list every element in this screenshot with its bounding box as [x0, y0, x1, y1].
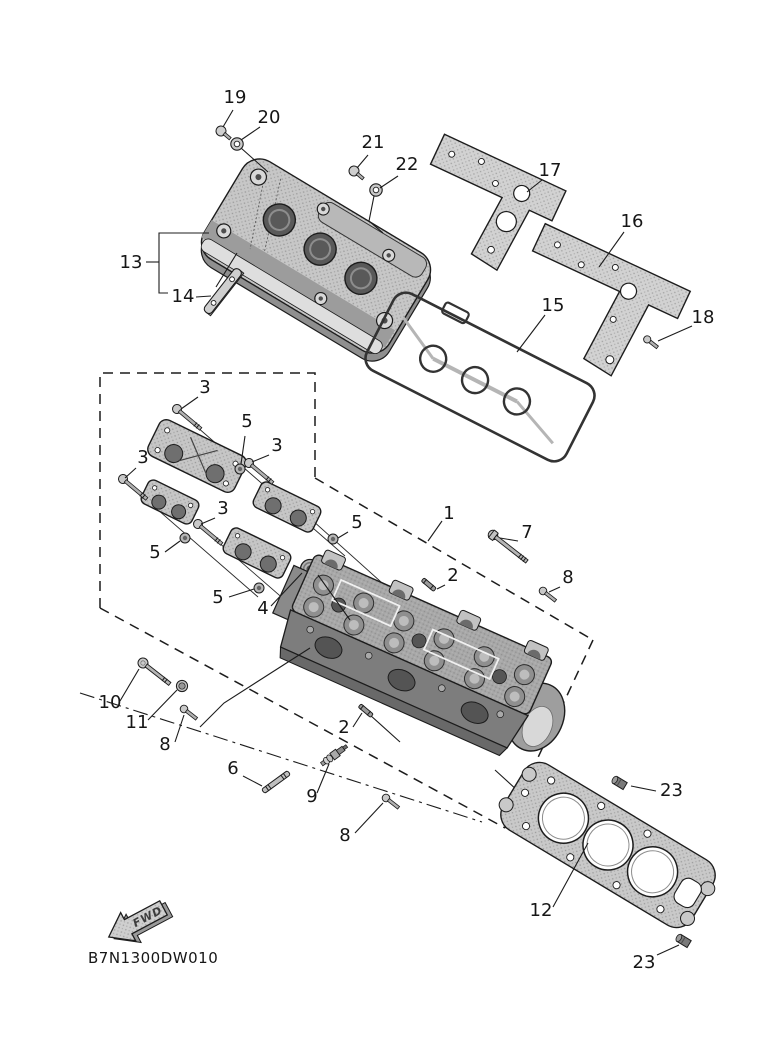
svg-text:8: 8 [562, 567, 574, 588]
callout-5[interactable] [338, 512, 363, 538]
cap-bolt-3 [192, 518, 225, 548]
flange-bolt-8 [381, 793, 401, 811]
cap-nut-5 [254, 583, 264, 593]
svg-text:2: 2 [338, 717, 350, 738]
spark-plug-9 [319, 743, 349, 768]
callout-8[interactable] [549, 567, 574, 592]
flange-bolt-8 [179, 704, 199, 722]
callout-3[interactable] [125, 447, 149, 478]
svg-text:16: 16 [620, 211, 644, 232]
diagram-code: B7N1300DW010 [88, 949, 219, 967]
svg-text:23: 23 [660, 780, 683, 801]
svg-text:18: 18 [691, 307, 715, 328]
svg-text:5: 5 [149, 542, 161, 563]
dowel-pin-23 [611, 775, 627, 789]
svg-text:3: 3 [199, 377, 211, 398]
callout-8[interactable] [159, 715, 184, 755]
svg-text:17: 17 [538, 160, 562, 181]
svg-text:3: 3 [217, 498, 229, 519]
svg-text:22: 22 [395, 154, 419, 175]
svg-text:4: 4 [257, 598, 269, 619]
fwd-arrow [101, 892, 176, 955]
flange-bolt-8 [538, 586, 558, 604]
svg-text:21: 21 [361, 132, 385, 153]
svg-text:8: 8 [339, 825, 351, 846]
cap-nut-5 [235, 464, 245, 474]
svg-text:23: 23 [632, 952, 656, 973]
svg-text:1: 1 [443, 503, 455, 524]
callout-3[interactable] [252, 435, 283, 462]
svg-text:15: 15 [541, 295, 565, 316]
svg-text:14: 14 [171, 286, 195, 307]
svg-text:12: 12 [529, 900, 553, 921]
svg-text:5: 5 [241, 411, 253, 432]
callout-5[interactable] [149, 541, 180, 563]
callout-2[interactable] [437, 565, 459, 589]
callout-10[interactable] [99, 669, 139, 713]
head-gasket-part [490, 753, 726, 937]
svg-text:6: 6 [227, 758, 239, 779]
cap-nut-5 [328, 534, 338, 544]
callout-9[interactable] [306, 764, 329, 807]
fwd-arrow-label: FWD [130, 903, 165, 931]
callout-1[interactable] [428, 503, 455, 541]
callout-21[interactable] [357, 132, 384, 168]
callout-3[interactable] [201, 498, 229, 524]
callout-23[interactable] [631, 780, 683, 801]
callout-8[interactable] [339, 803, 383, 846]
valve-cover-part [190, 152, 441, 369]
callout-23[interactable] [633, 945, 679, 973]
cam-cap-part [251, 480, 323, 534]
callout-20[interactable] [241, 107, 280, 140]
breather-plate-16-part [499, 224, 690, 391]
cylinder-head-part [257, 540, 588, 774]
svg-text:7: 7 [521, 522, 533, 543]
callout-13[interactable] [120, 233, 209, 293]
cap-nut-5 [180, 533, 190, 543]
callout-15[interactable] [517, 295, 564, 352]
callout-6[interactable] [227, 758, 262, 786]
svg-text:9: 9 [306, 786, 318, 807]
callout-22[interactable] [380, 154, 418, 188]
svg-text:5: 5 [351, 512, 363, 533]
svg-text:3: 3 [271, 435, 283, 456]
svg-text:8: 8 [159, 734, 171, 755]
svg-text:10: 10 [98, 692, 122, 713]
long-bolt-10 [136, 656, 173, 688]
washer-22 [370, 184, 382, 196]
stud-6 [261, 770, 290, 794]
svg-text:11: 11 [125, 712, 149, 733]
flange-nut-11 [176, 680, 187, 691]
svg-text:3: 3 [137, 447, 149, 468]
cover-screw-21 [347, 164, 366, 183]
svg-text:2: 2 [447, 565, 459, 586]
svg-text:5: 5 [212, 587, 224, 608]
plate-bolt-18 [642, 334, 660, 350]
svg-text:19: 19 [223, 87, 247, 108]
callout-5[interactable] [212, 587, 254, 608]
svg-text:20: 20 [257, 107, 281, 128]
callout-11[interactable] [126, 690, 177, 733]
cam-cap-part [139, 478, 201, 526]
callout-19[interactable] [223, 87, 246, 127]
stud-2 [421, 577, 437, 592]
callout-2[interactable] [338, 713, 362, 738]
cap-bolt-3 [117, 473, 150, 503]
callout-14[interactable] [172, 286, 211, 307]
callout-7[interactable] [500, 522, 533, 543]
callout-3[interactable] [181, 377, 211, 409]
cam-cap-part [221, 526, 293, 580]
svg-text:13: 13 [119, 252, 143, 273]
